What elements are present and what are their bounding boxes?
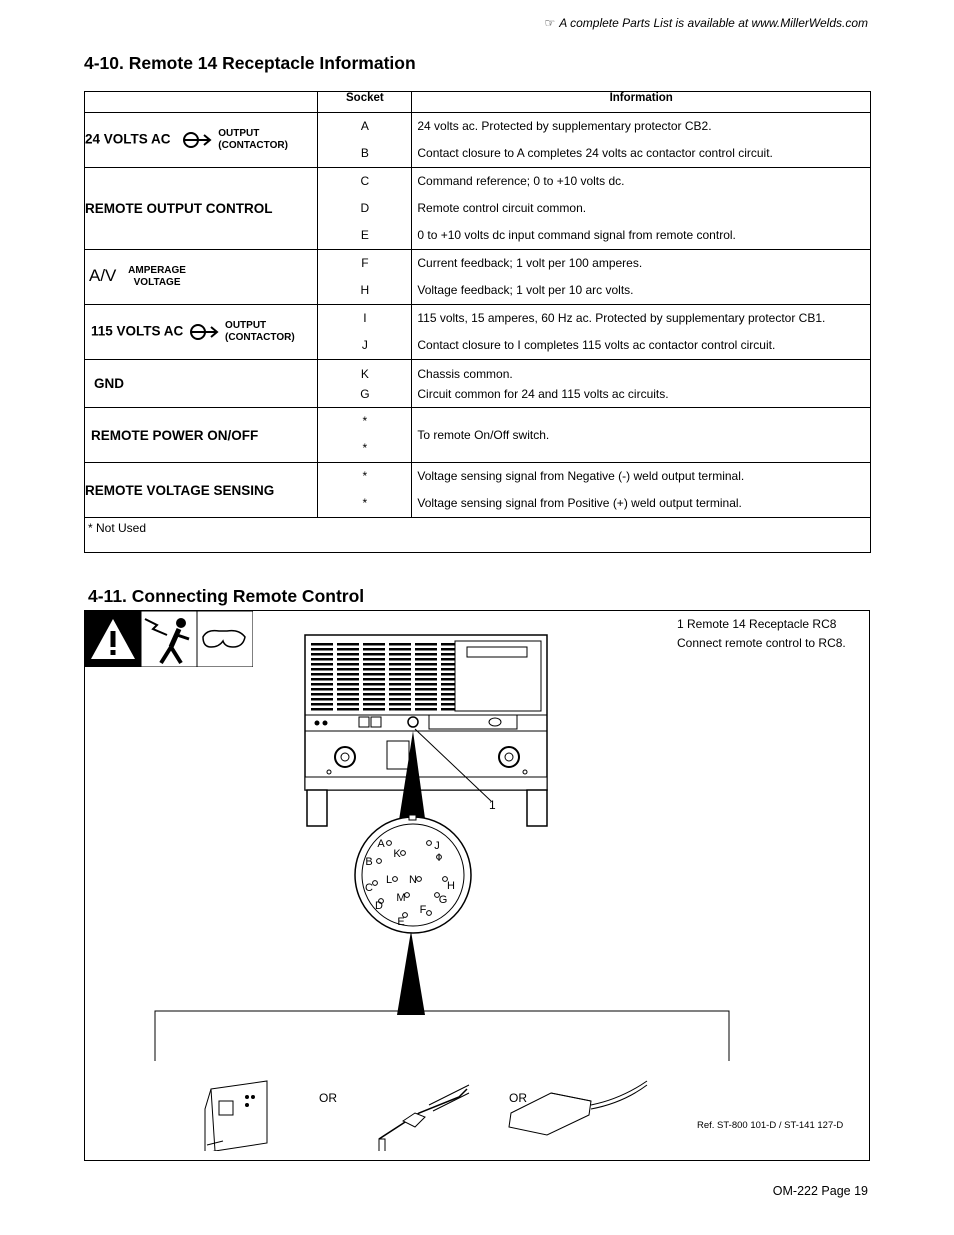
receptacle-pin-label: F [419,904,427,916]
parts-list-note: ☞ A complete Parts List is available at www.MillerWelds.com [544,16,868,30]
column-header-socket: Socket [318,92,412,113]
column-header-information: Information [412,92,871,113]
group-label: 115 VOLTS AC OUTPUT (CONTACTOR) [85,305,318,360]
remote-devices-drawing [203,1061,703,1151]
amperage-voltage-icon: AMPERAGE VOLTAGE [128,265,186,288]
group-label: REMOTE POWER ON/OFF [85,408,318,463]
receptacle-pin-label: L [385,874,393,886]
receptacle-pin-label: C [365,882,373,894]
or-label: OR [509,1091,527,1105]
table-row: GND K G Chassis common. Circuit common for 24 and 115 volts ac circuits. [85,360,871,408]
group-label: REMOTE OUTPUT CONTROL [85,168,318,250]
table-row: 115 VOLTS AC OUTPUT (CONTACTOR) I J 115 volts, 15 amperes, 60 Hz ac. Protected by supplementary protector CB1. Contact closure to I completes 115 volts ac contactor control circuit. [85,305,871,360]
receptacle-pin-label: M [396,892,406,904]
table-row: REMOTE OUTPUT CONTROL C D E Command reference; 0 to +10 volts dc. Remote control circuit common. 0 to +10 volts dc input command signal from remote control. [85,168,871,250]
table-row [85,518,871,553]
section-title-receptacle-info: 4-10. Remote 14 Receptacle Information [84,53,416,73]
receptacle-pin-label: K [393,848,401,860]
receptacle-pin-label: A [377,838,385,850]
receptacle-pin-label: B [365,856,373,868]
receptacle-pin-label: E [397,916,405,928]
table-row: A/V AMPERAGE VOLTAGE F H Current feedback; 1 volt per 100 amperes. Voltage feedback; 1 volt per 10 arc volts. [85,250,871,305]
receptacle-pin-label: D [375,900,383,912]
page-footer: OM-222 Page 19 [772,1184,868,1198]
group-label: GND [85,360,318,408]
callout-text: 1 Remote 14 Receptacle RC8 Connect remote control to RC8. [677,617,846,650]
group-label: 24 VOLTS AC OUTPUT (CONTACTOR) [85,113,318,168]
group-label: A/V AMPERAGE VOLTAGE [85,250,318,305]
receptacle-pin-label: J [434,840,440,852]
receptacle-pin-label: H [447,880,455,892]
receptacle-pin-label: I [437,852,441,864]
output-contactor-icon: OUTPUT (CONTACTOR) [187,320,295,344]
drawing-reference: Ref. ST-800 101-D / ST-141 127-D [697,1120,844,1131]
remote-control-box-icon [205,1081,267,1151]
receptacle-pin-label: N [409,874,417,886]
table-footnote: * Not Used [85,518,871,553]
table-row: REMOTE VOLTAGE SENSING * * Voltage sensing signal from Negative (-) weld output terminal. Voltage sensing signal from Positive (+) weld output terminal. [85,463,871,518]
or-label: OR [319,1091,337,1105]
output-contactor-icon: OUTPUT (CONTACTOR) [174,128,288,152]
foot-control-icon [509,1081,647,1135]
group-label: REMOTE VOLTAGE SENSING [85,463,318,518]
receptacle-rc8-drawing [353,815,473,935]
receptacle-info-table [84,91,871,553]
pointing-hand-icon: ☞ [544,16,556,30]
callout-marker: 1 [489,798,496,812]
section-title-connecting-remote: 4-11. Connecting Remote Control [88,586,365,606]
connection-diagram [84,610,870,1161]
table-row: 24 VOLTS AC OUTPUT (CONTACTOR) A B 24 volts ac. Protected by supplementary protector CB2. Contact closure to A completes 24 volts ac contactor control circuit. [85,113,871,168]
torch-remote-icon [379,1085,469,1151]
receptacle-pin-label: G [438,894,448,906]
table-row: REMOTE POWER ON/OFF * * To remote On/Off switch. [85,408,871,463]
